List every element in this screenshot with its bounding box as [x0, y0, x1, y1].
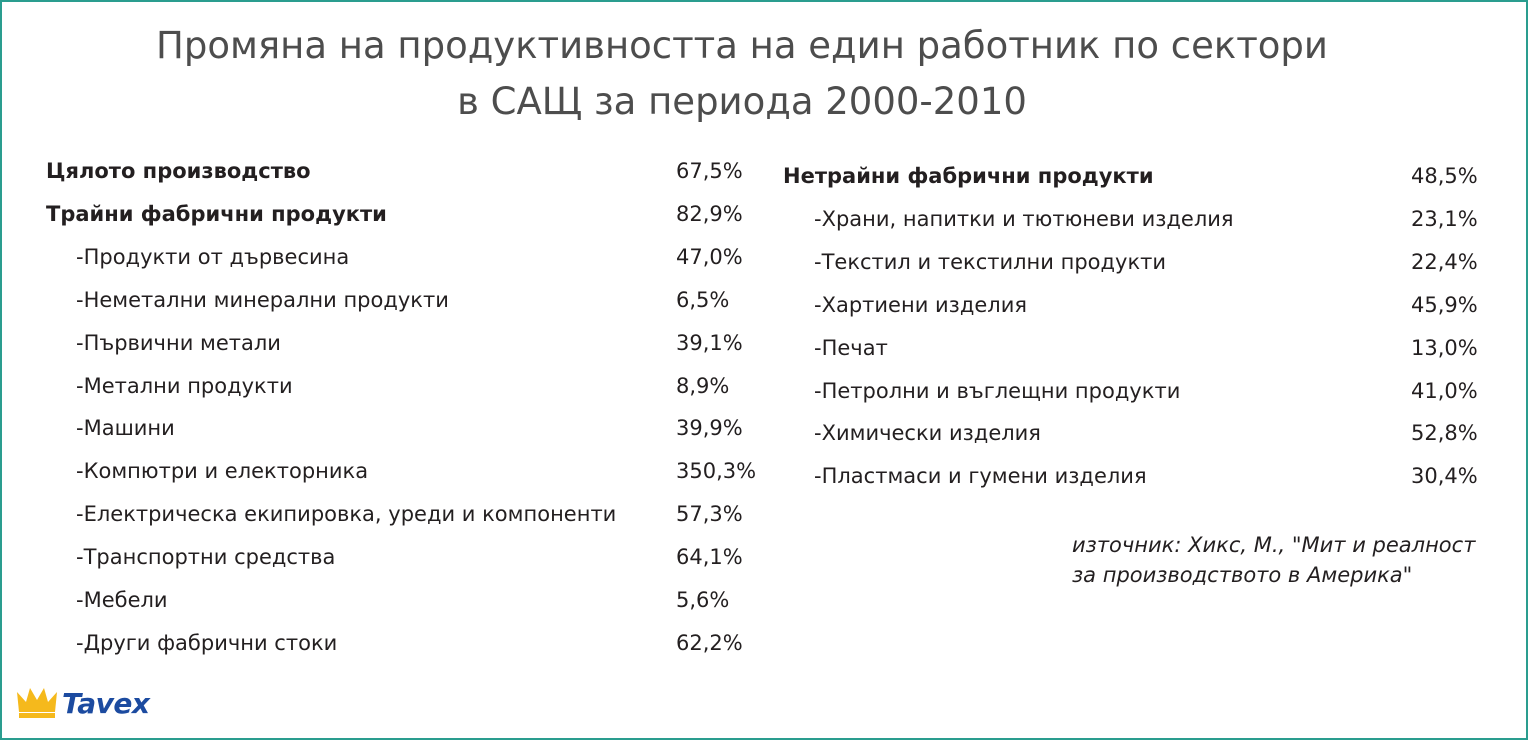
- table-row: [0, 247, 1500, 277]
- category-label: Цялото производство: [46, 159, 311, 183]
- subcategory-label: -Текстил и текстилни продукти: [814, 249, 1167, 274]
- table-row: [0, 376, 1500, 406]
- percent-value: 350,3%: [676, 459, 757, 484]
- table-row: [0, 161, 1500, 191]
- subcategory-label: -Първични метали: [76, 330, 281, 355]
- percent-value: 30,4%: [1411, 464, 1478, 489]
- percent-value: 41,0%: [1411, 378, 1478, 403]
- table-row: [0, 628, 1500, 658]
- subcategory-label: -Петролни и въглещни продукти: [814, 378, 1181, 403]
- title-line-2: в САЩ за периода 2000-2010: [457, 80, 1027, 123]
- percent-value: 67,5%: [676, 159, 743, 183]
- subcategory-label: -Транспортни средства: [76, 545, 336, 570]
- percent-value: 82,9%: [676, 201, 743, 226]
- category-label: Трайни фабрични продукти: [46, 201, 387, 226]
- source-note: [1072, 530, 1512, 590]
- logo-text: Tavex: [62, 687, 150, 720]
- page-title: [0, 18, 1484, 130]
- percent-value: 13,0%: [1411, 335, 1478, 360]
- subcategory-label: -Електрическа екипировка, уреди и компоненти: [76, 502, 617, 527]
- table-row: [0, 290, 1500, 320]
- subcategory-label: -Продукти от дървесина: [76, 244, 350, 269]
- table-row: [0, 499, 1500, 529]
- category-label: Нетрайни фабрични продукти: [783, 164, 1154, 188]
- table-row: [0, 418, 1500, 448]
- table-row: [0, 461, 1500, 491]
- subcategory-label: -Машини: [76, 416, 175, 441]
- percent-value: 64,1%: [676, 545, 743, 570]
- percent-value: 22,4%: [1411, 249, 1478, 274]
- subcategory-label: -Печат: [814, 335, 888, 360]
- source-line-2: за производството в Америка": [1072, 563, 1413, 587]
- table-row: [0, 333, 1500, 363]
- percent-value: 52,8%: [1411, 421, 1478, 446]
- title-line-1: Промяна на продуктивността на един работник по сектори: [156, 24, 1328, 67]
- percent-value: 48,5%: [1411, 164, 1478, 188]
- subcategory-label: -Неметални минерални продукти: [76, 287, 449, 312]
- subcategory-label: -Компютри и електорника: [76, 459, 369, 484]
- percent-value: 57,3%: [676, 502, 743, 527]
- percent-value: 23,1%: [1411, 206, 1478, 231]
- percent-value: 62,2%: [676, 630, 743, 655]
- subcategory-label: -Пластмаси и гумени изделия: [814, 464, 1147, 489]
- percent-value: 8,9%: [676, 373, 730, 398]
- source-line-1: източник: Хикс, М., "Мит и реалност: [1072, 533, 1476, 557]
- subcategory-label: -Хартиени изделия: [814, 292, 1027, 317]
- percent-value: 45,9%: [1411, 292, 1478, 317]
- percent-value: 39,9%: [676, 416, 743, 441]
- percent-value: 47,0%: [676, 244, 743, 269]
- table-row: [0, 204, 1500, 234]
- percent-value: 5,6%: [676, 588, 730, 612]
- subcategory-label: -Мебели: [76, 588, 168, 612]
- subcategory-label: -Химически изделия: [814, 421, 1041, 446]
- subcategory-label: -Метални продукти: [76, 373, 293, 398]
- crown-icon: [16, 684, 58, 720]
- tavex-logo: [16, 684, 166, 724]
- subcategory-label: -Други фабрични стоки: [76, 630, 338, 655]
- percent-value: 39,1%: [676, 330, 743, 355]
- percent-value: 6,5%: [676, 287, 730, 312]
- subcategory-label: -Храни, напитки и тютюневи изделия: [814, 206, 1234, 231]
